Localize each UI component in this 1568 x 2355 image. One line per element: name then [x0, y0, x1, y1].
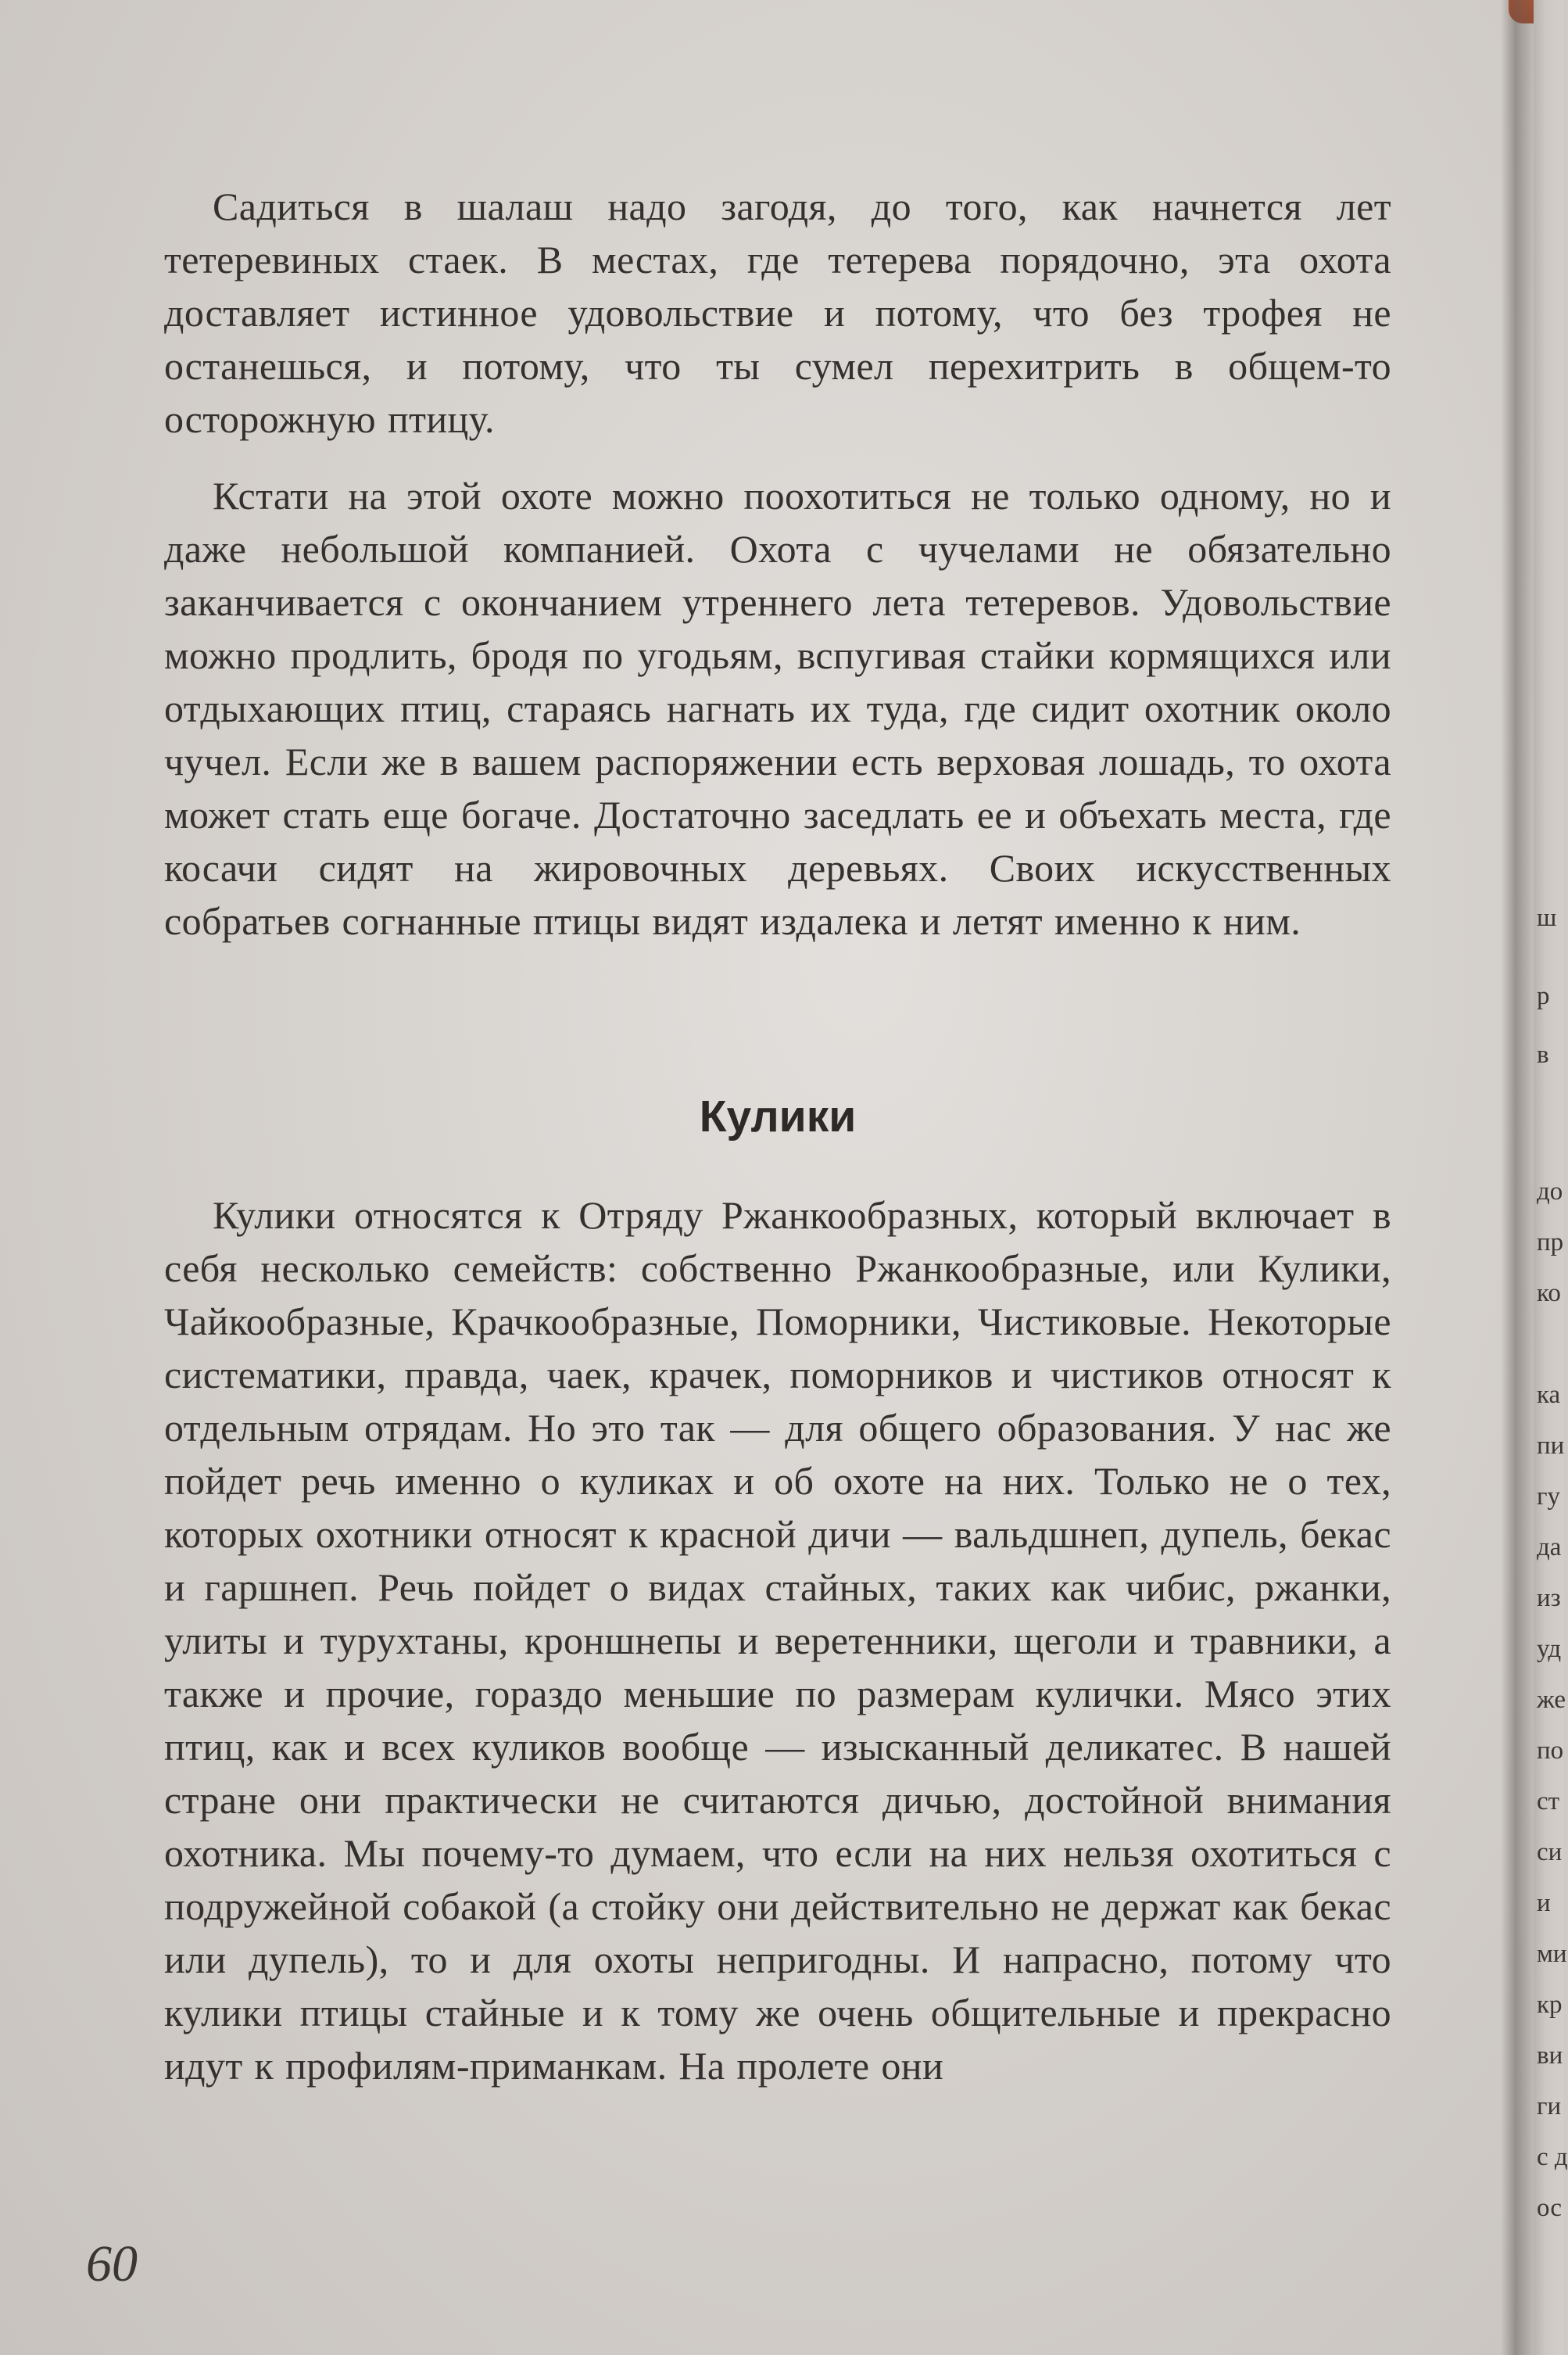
right-page-edge: [1534, 0, 1568, 2355]
facing-page-fragment: ги: [1537, 2092, 1562, 2120]
facing-page-fragment: до: [1537, 1178, 1563, 1206]
facing-page-fragment: ми: [1537, 1940, 1567, 1968]
facing-page-fragment: же: [1537, 1686, 1566, 1714]
facing-page-fragment: ос: [1537, 2194, 1562, 2222]
facing-page-fragment: ви: [1537, 2041, 1563, 2070]
page-number: 60: [86, 2235, 138, 2292]
facing-page-fragment: кр: [1537, 1991, 1563, 2019]
paragraph-hut-hunting: Садиться в шалаш надо загодя, до того, как начнется лет тетеревиных стаек. В местах, где тетерева порядочно, эта охота доставляет истинное удовольствие и потому, что без трофея не останешься, и потому, что ты сумел перехитрить в общем-то осторожную птицу.: [164, 185, 1391, 441]
paragraph-decoy-hunting: Кстати на этой охоте можно поохотиться не только одному, но и даже небольшой компанией. Охота с чучелами не обязательно заканчивается с окончанием утреннего лета тетеревов. Удовольствие можно продлить, бродя по угодьям, вспугивая стайки кормящихся или отдыхающих птиц, стараясь нагнать их туда, где сидит охотник около чучел. Если же в вашем распоряжении есть верховая лошадь, то охота может стать еще богаче. Достаточно заседлать ее и объехать места, где косачи сидят на жировочных деревьях. Своих искусственных собратьев согнанные птицы видят издалека и летят именно к ним.: [164, 474, 1391, 943]
facing-page-fragment: да: [1537, 1533, 1562, 1561]
facing-page-fragment: по: [1537, 1737, 1564, 1765]
facing-page-fragment: ка: [1537, 1381, 1561, 1409]
section-heading: Кулики: [699, 1091, 857, 1142]
facing-page-fragment: уд: [1537, 1635, 1562, 1663]
facing-page-fragment: в: [1537, 1041, 1549, 1069]
facing-page-fragment: гу: [1537, 1482, 1561, 1511]
facing-page-fragment: с д: [1537, 2143, 1568, 2171]
facing-page-fragment: и: [1537, 1889, 1551, 1917]
facing-page-fragment: пи: [1537, 1432, 1565, 1460]
paragraph-sandpipers: Кулики относятся к Отряду Ржанкообразных, который включает в себя несколько семейств: собственно Ржанкообразные, или Кулики, Чайкообразные, Крачкообразные, Поморники, Чистиковые. Некоторые систематики, правда, чаек, крачек, поморников и чистиков относят к отдельным отрядам. Но это так — для общего образования. У нас же пойдет речь именно о куликах и об охоте на них. Только не о тех, которых охотники относят к красной дичи — вальдшнеп, дупель, бекас и гаршнеп. Речь пойдет о видах стайных, таких как чибис, ржанки, улиты и турухтаны, кроншнепы и веретенники, щеголи и травники, а также и прочие, гораздо меньшие по размерам кулички. Мясо этих птиц, как и всех куликов вообще — изысканный деликатес. В нашей стране они практически не считаются дичью, достойной внимания охотника. Мы почему-то думаем, что если на них нельзя охотиться с подружейной собакой (а стойку они действительно не держат как бекас или дупель), то и для охоты непригодны. И напрасно, потому что кулики птицы стайные и к тому же очень общительные и прекрасно идут к профилям-приманкам. На пролете они: [164, 1193, 1391, 2088]
facing-page-fragment: ст: [1537, 1787, 1560, 1816]
facing-page-fragment: р: [1537, 982, 1550, 1010]
facing-page-fragment: из: [1537, 1584, 1561, 1612]
facing-page-fragment: пр: [1537, 1228, 1564, 1256]
book-gutter-shadow: [1501, 0, 1534, 2355]
facing-page-fragment: ко: [1537, 1279, 1561, 1307]
facing-page-fragment: си: [1537, 1838, 1563, 1866]
facing-page-fragment: ш: [1537, 904, 1557, 932]
